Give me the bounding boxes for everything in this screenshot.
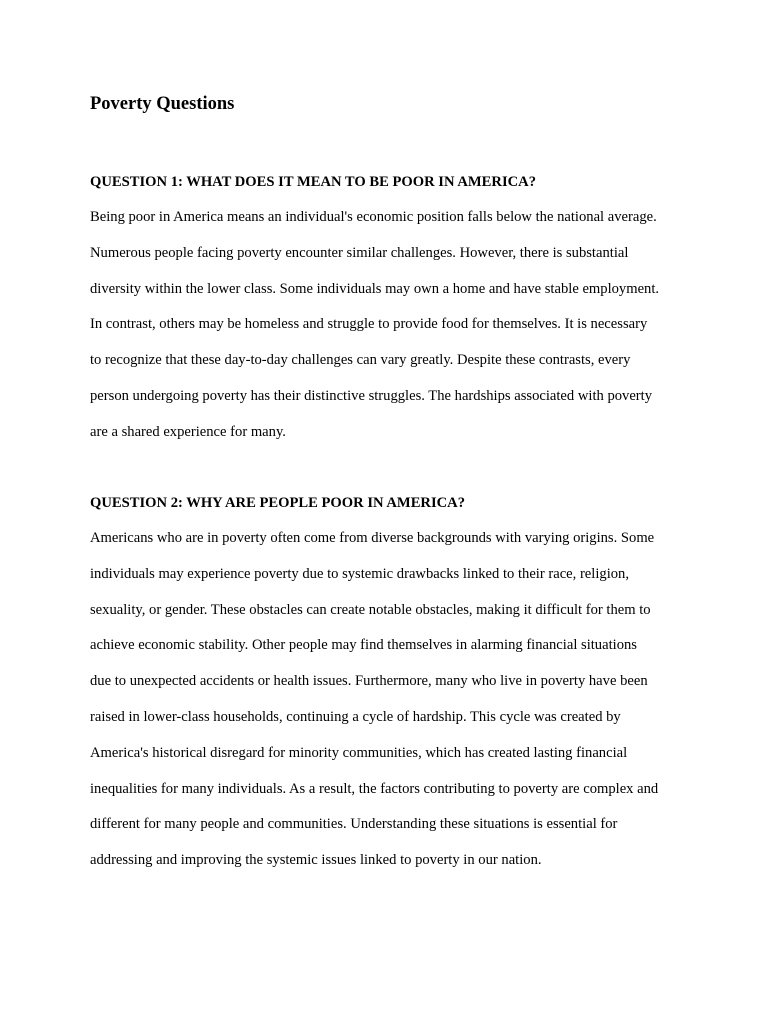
answer-line: addressing and improving the systemic issues linked to poverty in our nation. xyxy=(90,852,542,869)
answer-line: diversity within the lower class. Some individuals may own a home and have stable employment. xyxy=(90,280,660,297)
answer-line: In contrast, others may be homeless and struggle to provide food for themselves. It is necessary xyxy=(90,316,648,333)
answer-line: Numerous people facing poverty encounter similar challenges. However, there is substantial xyxy=(90,244,629,261)
document-title: Poverty Questions xyxy=(90,94,235,114)
answer-line: America's historical disregard for minority communities, which has created lasting financial xyxy=(90,744,628,761)
answer-line: due to unexpected accidents or health issues. Furthermore, many who live in poverty have been xyxy=(90,673,648,690)
answer-line: person undergoing poverty has their distinctive struggles. The hardships associated with poverty xyxy=(90,387,653,404)
question-2-heading: QUESTION 2: WHY ARE PEOPLE POOR IN AMERICA? xyxy=(90,495,466,511)
answer-line: inequalities for many individuals. As a result, the factors contributing to poverty are complex and xyxy=(90,780,659,797)
answer-line: different for many people and communities. Understanding these situations is essential for xyxy=(90,816,618,833)
answer-line: sexuality, or gender. These obstacles can create notable obstacles, making it difficult for them to xyxy=(90,601,651,618)
answer-line: raised in lower-class households, continuing a cycle of hardship. This cycle was created by xyxy=(90,708,621,725)
question-2-answer xyxy=(90,521,690,879)
answer-line: Americans who are in poverty often come from diverse backgrounds with varying origins. Some xyxy=(90,530,655,546)
answer-line: individuals may experience poverty due to systemic drawbacks linked to their race, religion, xyxy=(90,565,629,582)
question-1-heading: QUESTION 1: WHAT DOES IT MEAN TO BE POOR IN AMERICA? xyxy=(90,174,537,190)
answer-line: achieve economic stability. Other people may find themselves in alarming financial situations xyxy=(90,637,637,654)
answer-line: Being poor in America means an individual's economic position falls below the national average. xyxy=(90,209,657,225)
answer-line: are a shared experience for many. xyxy=(90,423,286,440)
answer-line: to recognize that these day-to-day challenges can vary greatly. Despite these contrasts, every xyxy=(90,352,631,369)
question-1-answer xyxy=(90,200,690,451)
